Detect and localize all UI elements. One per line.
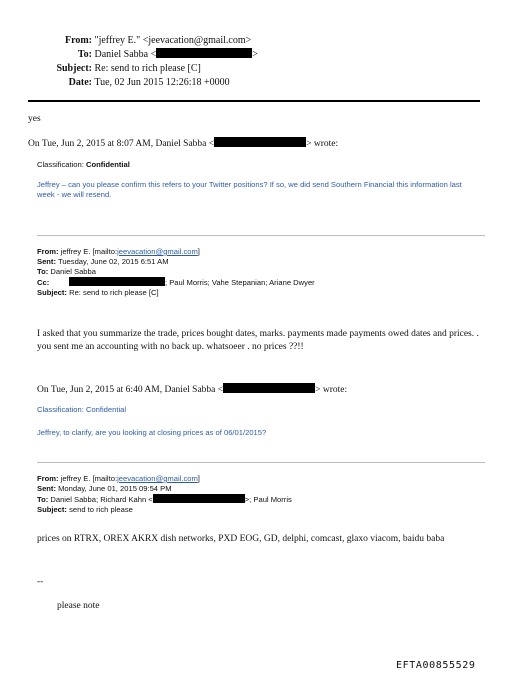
- forward-1-subject-value: Re: send to rich please [C]: [69, 288, 159, 297]
- header-subject-value: Re: send to rich please [C]: [94, 63, 201, 74]
- forward-2-from-name: jeffrey E. [mailto:: [60, 474, 118, 483]
- quote-line-1-prefix: On Tue, Jun 2, 2015 at 8:07 AM, Daniel Sabba <: [28, 139, 215, 149]
- forward-1-from-label: From:: [37, 247, 59, 256]
- quote-line-1-suffix: > wrote:: [306, 139, 339, 149]
- forward-2-subject: [37, 505, 292, 515]
- signature-separator: --: [37, 577, 44, 587]
- bates-number: EFTA00855529: [396, 660, 476, 671]
- header-to-label: To:: [77, 49, 92, 60]
- header-to-prefix: Daniel Sabba <: [94, 49, 157, 60]
- forward-2-to-prefix: Daniel Sabba; Richard Kahn <: [50, 495, 153, 504]
- reply-2-body: Jeffrey, to clarify, are you looking at closing prices as of 06/01/2015?: [37, 428, 267, 437]
- header-to: [22, 48, 258, 62]
- header-from-label: From:: [64, 35, 92, 46]
- redaction-block: [214, 137, 306, 147]
- forward-1-subject-label: Subject:: [37, 288, 67, 297]
- forward-1-sent: [37, 257, 315, 267]
- redaction-block: [69, 277, 165, 286]
- quote-line-2: [37, 383, 347, 397]
- quote-line-2-prefix: On Tue, Jun 2, 2015 at 6:40 AM, Daniel Sabba <: [37, 385, 224, 395]
- header-to-suffix: >: [252, 49, 258, 60]
- forward-2-sent-value: Monday, June 01, 2015 09:54 PM: [58, 484, 172, 493]
- forward-2-note: please note: [57, 601, 100, 611]
- forward-1-cc-value: ; Paul Morris; Vahe Stepanian; Ariane Dwyer: [165, 278, 315, 287]
- header-date-label: Date:: [68, 77, 92, 88]
- forward-1-email-link[interactable]: jeevacation@gmail.com: [117, 247, 198, 256]
- forward-2-to-label: To:: [37, 495, 49, 504]
- forward-1-sent-value: Tuesday, June 02, 2015 6:51 AM: [57, 257, 169, 266]
- forward-2-sent: [37, 484, 292, 494]
- classification-label: Classification:: [37, 160, 84, 169]
- forward-2-sent-label: Sent:: [37, 484, 56, 493]
- forward-2-from: [37, 474, 292, 484]
- forward-1-subject: [37, 288, 315, 298]
- header-subject: [22, 62, 258, 76]
- reply-text: yes: [28, 114, 41, 124]
- redaction-block: [153, 494, 245, 503]
- forward-2-divider: [37, 462, 485, 463]
- quote-line-1: [28, 137, 338, 151]
- forward-1-divider: [37, 235, 485, 236]
- redaction-block: [223, 383, 315, 393]
- classification-line-2: Classification: Confidential: [37, 405, 127, 414]
- forward-1-cc-label: Cc:: [37, 278, 50, 287]
- forward-2-to: [37, 494, 292, 505]
- header-date-value: Tue, 02 Jun 2015 12:26:18 +0000: [94, 77, 230, 88]
- header-from: [22, 34, 258, 48]
- header-subject-label: Subject:: [56, 63, 92, 74]
- forward-1-cc: [37, 277, 315, 288]
- quote-line-2-suffix: > wrote:: [315, 385, 348, 395]
- forward-1-sent-label: Sent:: [37, 257, 56, 266]
- redaction-block: [156, 48, 252, 58]
- forward-2-body: prices on RTRX, OREX AKRX dish networks, PXD EOG, GD, delphi, comcast, glaxo viacom, baidu baba: [37, 534, 445, 544]
- forward-1-from-name: jeffrey E. [mailto:: [60, 247, 118, 256]
- forward-2-from-close: ]: [197, 474, 200, 483]
- email-header: [22, 34, 258, 90]
- forward-1-to-label: To:: [37, 267, 49, 276]
- forward-2-subject-label: Subject:: [37, 505, 67, 514]
- header-date: [22, 76, 258, 90]
- forward-1-body: I asked that you summarize the trade, prices bought dates, marks. payments made payments owed dates and prices. . you sent me an accounting with no back up. whatsoeer . no prices ??!!: [37, 329, 479, 352]
- forward-2-from-label: From:: [37, 474, 59, 483]
- forward-1-header: [37, 247, 315, 298]
- forward-2-email-link[interactable]: jeevacation@gmail.com: [117, 474, 198, 483]
- header-from-value: "jeffrey E." <jeevacation@gmail.com>: [94, 35, 252, 46]
- forward-1-from-close: ]: [197, 247, 200, 256]
- reply-1-body: Jeffrey – can you please confirm this refers to your Twitter positions? If so, we did send Southern Financial this information last week - we will resend.: [37, 180, 462, 199]
- forward-2-header: [37, 474, 292, 515]
- forward-2-subject-value: send to rich please: [69, 505, 133, 514]
- header-divider: [28, 100, 480, 102]
- forward-2-to-suffix: >; Paul Morris: [244, 495, 292, 504]
- classification-value: Confidential: [85, 160, 130, 169]
- forward-1-to: [37, 267, 315, 277]
- classification-line-1: [37, 160, 130, 170]
- forward-1-to-value: Daniel Sabba: [50, 267, 96, 276]
- forward-1-from: [37, 247, 315, 257]
